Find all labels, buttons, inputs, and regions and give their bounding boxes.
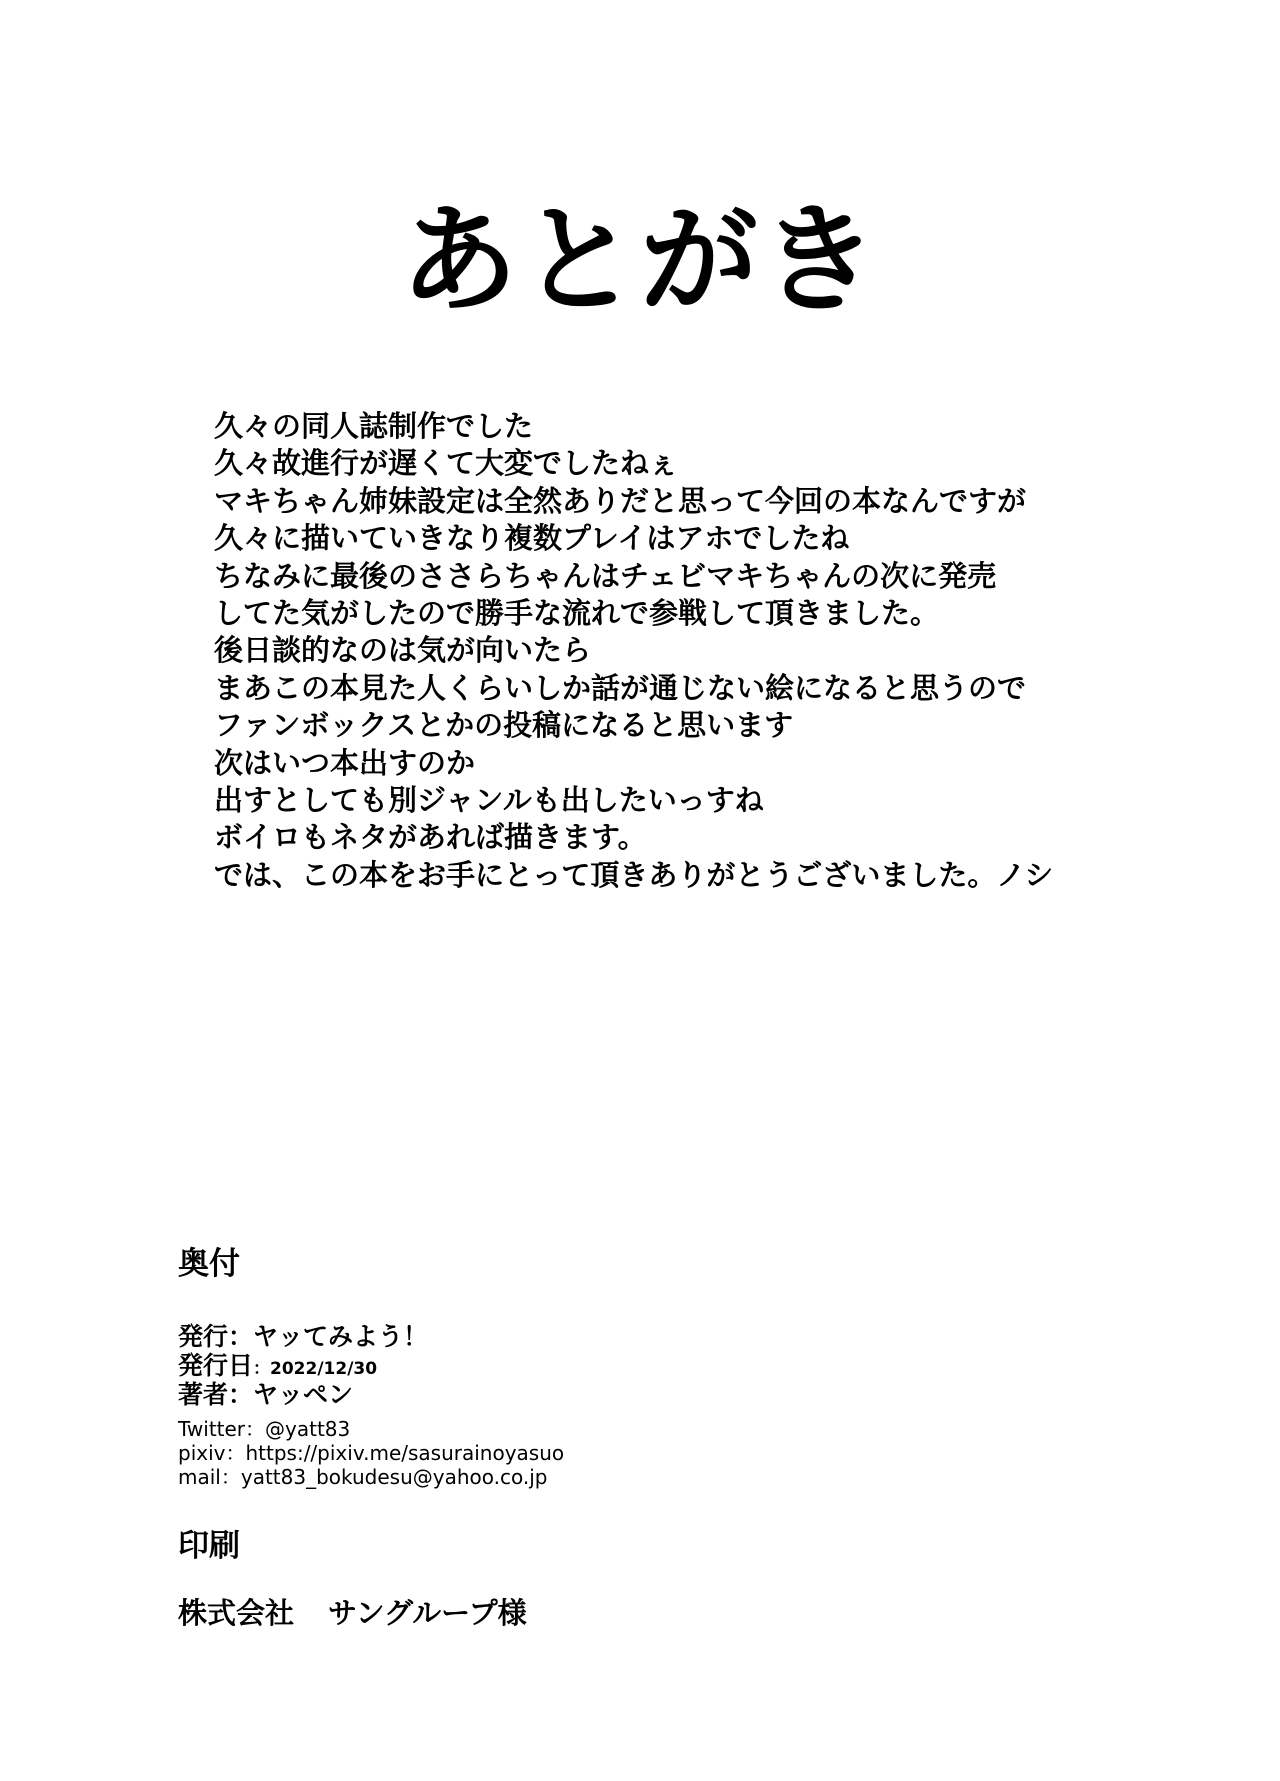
author-row (178, 1380, 1178, 1409)
publication-info (178, 1322, 1178, 1409)
publisher-row (178, 1322, 1178, 1351)
author-value: ヤッペン (253, 1380, 354, 1409)
body-line: 久々故進行が遅くて大変でしたねぇ (214, 446, 679, 481)
body-line: してた気がしたので勝手な流れで参戦して頂きました。 (214, 595, 940, 630)
pixiv-label: pixiv： (178, 1441, 246, 1465)
afterword-body (214, 408, 1214, 894)
date-row (178, 1351, 1178, 1380)
mail-label: mail： (178, 1465, 241, 1489)
twitter-handle: @yatt83 (265, 1417, 351, 1441)
publisher-value: ヤッてみよう！ (253, 1322, 429, 1351)
body-line: ファンボックスとかの投稿になると思います (214, 708, 794, 743)
date-value: ：2022/12/30 (253, 1359, 378, 1379)
author-label: 著者： (178, 1380, 254, 1409)
body-line: 久々の同人誌制作でした (214, 409, 534, 443)
colophon-heading: 奥付 (178, 1246, 240, 1282)
printer-company: 株式会社 (178, 1596, 295, 1630)
body-line: ちなみに最後のささらちゃんはチェビマキちゃんの次に発売 (214, 558, 997, 593)
pixiv-row (178, 1441, 1178, 1465)
contact-info (178, 1417, 1178, 1489)
colophon (178, 1244, 1178, 1631)
publisher-label: 発行： (178, 1322, 254, 1351)
body-line: 後日談的なのは気が向いたら (214, 633, 592, 668)
body-line: では、この本をお手にとって頂きありがとうございました。ノシ (214, 857, 1054, 892)
mail-row (178, 1465, 1178, 1489)
mail-address: yatt83_bokudesu@yahoo.co.jp (240, 1465, 548, 1489)
body-line: 久々に描いていきなり複数プレイはアホでしたね (214, 521, 850, 556)
body-line: ボイロもネタがあれば描きます。 (214, 820, 647, 855)
printer-brand: サングループ様 (328, 1596, 527, 1630)
pixiv-url: https://pixiv.me/sasurainoyasuo (245, 1441, 565, 1465)
twitter-row (178, 1417, 1178, 1441)
body-line: 出すとしても別ジャンルも出したいっすね (214, 782, 764, 817)
body-line: まあこの本見た人くらいしか話が通じない絵になると思うので (214, 670, 1027, 705)
body-line: 次はいつ本出すのか (214, 745, 476, 780)
date-label: 発行日 (178, 1351, 254, 1380)
printing-heading: 印刷 (178, 1528, 240, 1564)
afterword-title: あとがき (399, 191, 880, 329)
printer-name (178, 1595, 1178, 1631)
body-line: マキちゃん姉妹設定は全然ありだと思って今回の本なんですが (214, 483, 1027, 518)
twitter-label: Twitter： (178, 1417, 266, 1441)
